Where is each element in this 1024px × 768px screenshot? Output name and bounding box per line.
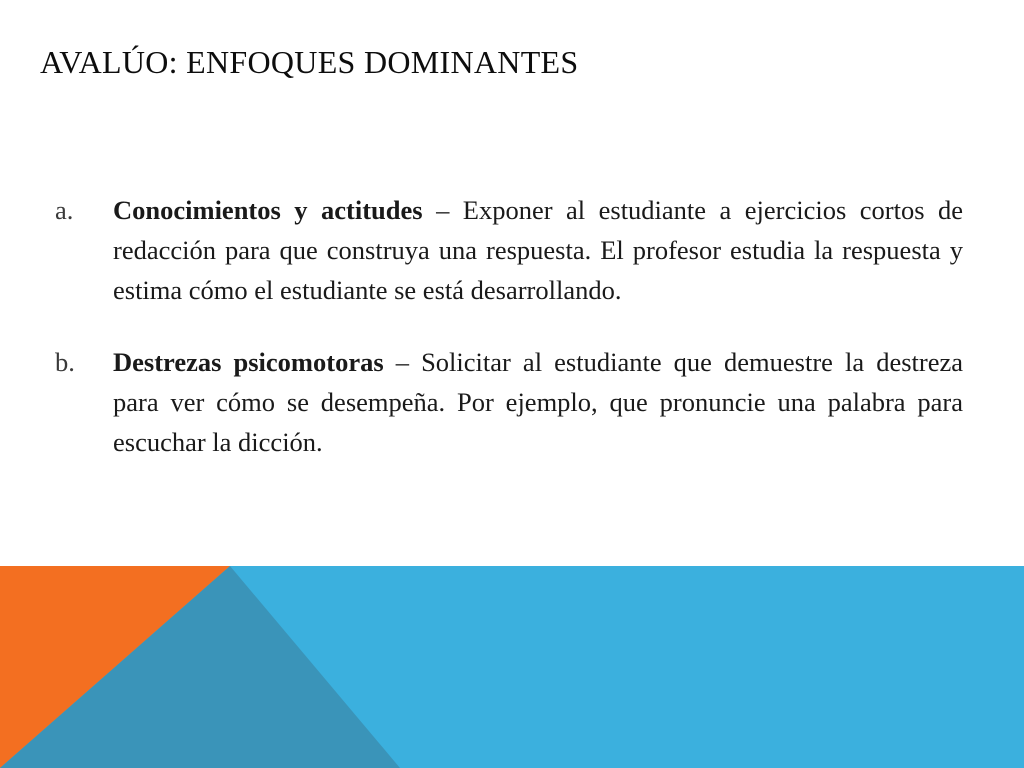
- decorative-footer: [0, 566, 1024, 768]
- item-text: Solicitar al estudiante que demuestre la destreza para ver cómo se desempeña. Por ejemplo, que pronuncie una palabra para escuchar la dicción.: [113, 347, 963, 457]
- item-term: Destrezas psicomotoras: [113, 347, 384, 377]
- list-item: [55, 190, 963, 310]
- item-separator: –: [422, 195, 463, 225]
- list-item: [55, 342, 963, 462]
- list-marker: a.: [55, 195, 74, 225]
- item-separator: –: [383, 347, 422, 377]
- list-marker: b.: [55, 347, 75, 377]
- footer-shapes: [0, 566, 1024, 768]
- slide-body: [55, 190, 963, 462]
- item-term: Conocimientos y actitudes: [113, 195, 423, 225]
- slide-title: AVALÚO: ENFOQUES DOMINANTES: [40, 44, 579, 80]
- item-text: Exponer al estudiante a ejercicios cortos de redacción para que construya una respuesta. El profesor estudia la respuesta y estima cómo el estudiante se está desarrollando.: [113, 195, 963, 305]
